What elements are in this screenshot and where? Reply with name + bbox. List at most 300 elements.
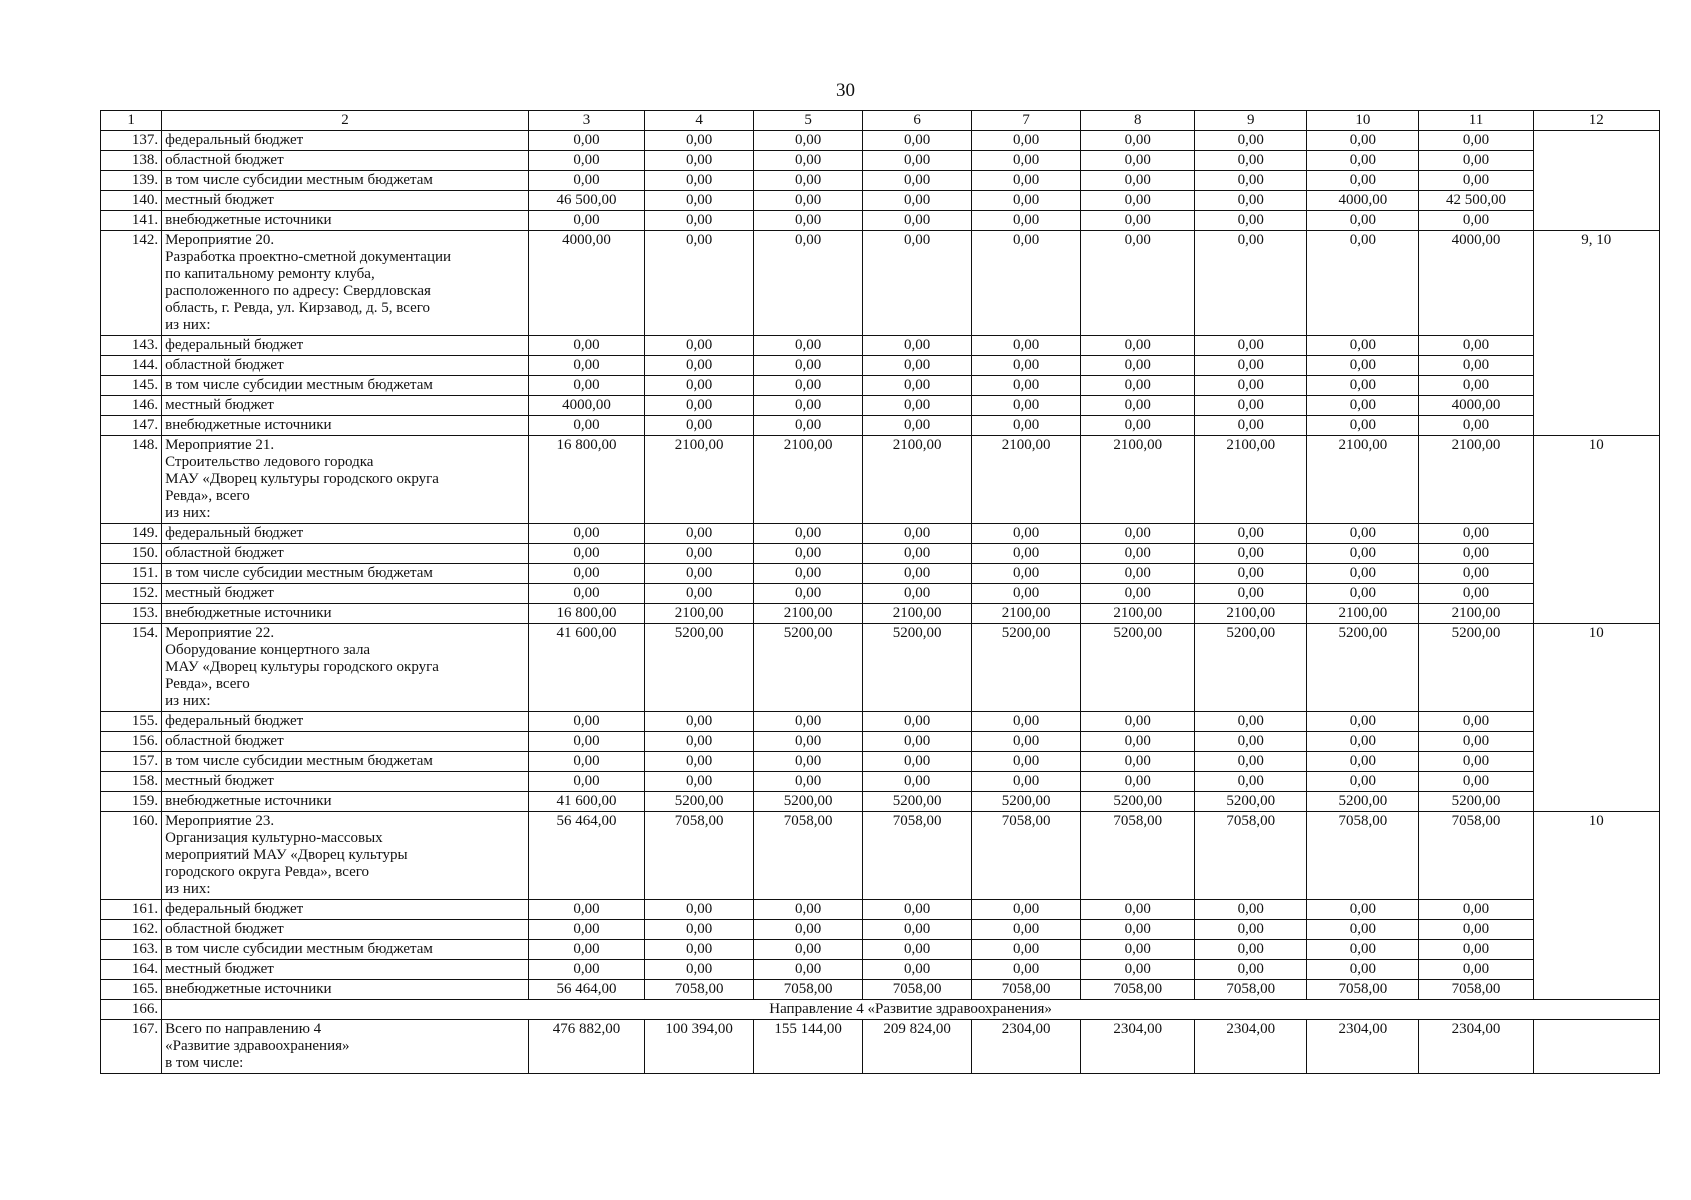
value-cell: 0,00	[1307, 732, 1419, 752]
value-cell: 0,00	[754, 752, 863, 772]
row-number: 142.	[101, 231, 162, 336]
value-cell: 0,00	[1081, 940, 1195, 960]
column-header: 7	[972, 111, 1081, 131]
value-cell: 0,00	[645, 416, 754, 436]
value-cell: 0,00	[528, 171, 644, 191]
value-cell: 0,00	[754, 231, 863, 336]
value-cell: 2100,00	[1081, 436, 1195, 524]
value-cell: 0,00	[1081, 772, 1195, 792]
target-indicator-cell	[1533, 131, 1659, 231]
value-cell: 0,00	[1307, 772, 1419, 792]
label-line: внебюджетные источники	[165, 605, 332, 621]
value-cell: 2304,00	[1419, 1020, 1533, 1074]
row-label	[162, 356, 529, 376]
value-cell: 0,00	[972, 376, 1081, 396]
label-line: внебюджетные источники	[165, 793, 332, 809]
value-cell: 41 600,00	[528, 792, 644, 812]
value-cell: 0,00	[863, 356, 972, 376]
value-cell: 2100,00	[754, 436, 863, 524]
label-line: мероприятий МАУ «Дворец культуры	[165, 847, 408, 863]
row-label	[162, 920, 529, 940]
row-number: 149.	[101, 524, 162, 544]
value-cell: 2100,00	[645, 436, 754, 524]
row-label	[162, 211, 529, 231]
value-cell: 0,00	[972, 544, 1081, 564]
value-cell: 0,00	[528, 772, 644, 792]
value-cell: 7058,00	[1419, 812, 1533, 900]
value-cell: 5200,00	[645, 624, 754, 712]
value-cell: 2100,00	[863, 436, 972, 524]
table-row	[101, 151, 1660, 171]
value-cell: 0,00	[1307, 960, 1419, 980]
row-number: 165.	[101, 980, 162, 1000]
value-cell: 7058,00	[1081, 980, 1195, 1000]
row-number: 148.	[101, 436, 162, 524]
row-label	[162, 436, 529, 524]
row-label	[162, 131, 529, 151]
value-cell: 2100,00	[972, 436, 1081, 524]
value-cell: 0,00	[863, 231, 972, 336]
value-cell: 0,00	[1081, 231, 1195, 336]
target-indicator-cell: 9, 10	[1533, 231, 1659, 436]
measure-row	[101, 436, 1660, 524]
row-label	[162, 544, 529, 564]
value-cell: 0,00	[972, 211, 1081, 231]
value-cell: 2100,00	[863, 604, 972, 624]
value-cell: 0,00	[528, 920, 644, 940]
value-cell: 7058,00	[754, 980, 863, 1000]
label-line: федеральный бюджет	[165, 525, 304, 541]
row-number: 146.	[101, 396, 162, 416]
row-number: 143.	[101, 336, 162, 356]
value-cell: 0,00	[1195, 211, 1307, 231]
value-cell: 0,00	[863, 524, 972, 544]
column-header: 11	[1419, 111, 1533, 131]
value-cell: 0,00	[1307, 564, 1419, 584]
row-label	[162, 584, 529, 604]
value-cell: 0,00	[1307, 416, 1419, 436]
label-line: федеральный бюджет	[165, 132, 304, 148]
value-cell: 0,00	[754, 524, 863, 544]
row-label	[162, 231, 529, 336]
row-label	[162, 171, 529, 191]
value-cell: 5200,00	[1081, 792, 1195, 812]
column-header: 1	[101, 111, 162, 131]
value-cell: 4000,00	[528, 231, 644, 336]
value-cell: 0,00	[1307, 396, 1419, 416]
table-row	[101, 920, 1660, 940]
value-cell: 0,00	[645, 544, 754, 564]
value-cell: 0,00	[754, 920, 863, 940]
value-cell: 0,00	[972, 416, 1081, 436]
value-cell: 0,00	[863, 171, 972, 191]
value-cell: 5200,00	[1307, 624, 1419, 712]
table-row	[101, 211, 1660, 231]
label-line: городского округа Ревда», всего	[165, 864, 370, 880]
value-cell: 0,00	[972, 712, 1081, 732]
value-cell: 2100,00	[1195, 604, 1307, 624]
value-cell: 4000,00	[1307, 191, 1419, 211]
value-cell: 0,00	[1307, 524, 1419, 544]
value-cell: 0,00	[972, 920, 1081, 940]
budget-table	[100, 110, 1660, 1074]
row-number: 140.	[101, 191, 162, 211]
value-cell: 0,00	[1081, 732, 1195, 752]
value-cell: 0,00	[528, 524, 644, 544]
value-cell: 0,00	[1307, 336, 1419, 356]
value-cell: 0,00	[1081, 712, 1195, 732]
value-cell: 0,00	[1081, 171, 1195, 191]
label-line: МАУ «Дворец культуры городского округа	[165, 659, 439, 675]
value-cell: 46 500,00	[528, 191, 644, 211]
value-cell: 0,00	[1419, 960, 1533, 980]
value-cell: 56 464,00	[528, 812, 644, 900]
value-cell: 2304,00	[1081, 1020, 1195, 1074]
label-line: федеральный бюджет	[165, 713, 304, 729]
value-cell: 0,00	[645, 171, 754, 191]
value-cell: 0,00	[1195, 416, 1307, 436]
page-number: 30	[836, 80, 855, 101]
row-label	[162, 191, 529, 211]
label-line: в том числе:	[165, 1055, 244, 1071]
value-cell: 0,00	[1081, 356, 1195, 376]
value-cell: 16 800,00	[528, 604, 644, 624]
label-line: местный бюджет	[165, 961, 274, 977]
table-row	[101, 900, 1660, 920]
direction-row	[101, 1000, 1660, 1020]
value-cell: 0,00	[645, 732, 754, 752]
value-cell: 0,00	[528, 564, 644, 584]
value-cell: 0,00	[1419, 584, 1533, 604]
value-cell: 5200,00	[754, 792, 863, 812]
row-label	[162, 524, 529, 544]
row-label	[162, 151, 529, 171]
value-cell: 0,00	[1307, 171, 1419, 191]
label-line: из них:	[165, 317, 211, 333]
row-number: 152.	[101, 584, 162, 604]
value-cell: 0,00	[972, 732, 1081, 752]
label-line: Мероприятие 22.	[165, 625, 275, 641]
row-label	[162, 376, 529, 396]
value-cell: 0,00	[1419, 524, 1533, 544]
value-cell: 0,00	[645, 211, 754, 231]
value-cell: 0,00	[863, 544, 972, 564]
value-cell: 0,00	[1195, 752, 1307, 772]
label-line: областной бюджет	[165, 545, 284, 561]
table-row	[101, 396, 1660, 416]
row-number: 141.	[101, 211, 162, 231]
row-number: 159.	[101, 792, 162, 812]
direction-title: Направление 4 «Развитие здравоохранения»	[162, 1000, 1660, 1020]
value-cell: 0,00	[528, 960, 644, 980]
value-cell: 0,00	[754, 772, 863, 792]
column-header: 8	[1081, 111, 1195, 131]
row-label	[162, 812, 529, 900]
value-cell: 0,00	[1081, 151, 1195, 171]
value-cell: 4000,00	[1419, 396, 1533, 416]
value-cell: 0,00	[1195, 336, 1307, 356]
label-line: в том числе субсидии местным бюджетам	[165, 753, 433, 769]
value-cell: 56 464,00	[528, 980, 644, 1000]
label-line: расположенного по адресу: Свердловская	[165, 283, 431, 299]
value-cell: 0,00	[1419, 544, 1533, 564]
value-cell: 155 144,00	[754, 1020, 863, 1074]
label-line: «Развитие здравоохранения»	[165, 1038, 350, 1054]
row-number: 163.	[101, 940, 162, 960]
value-cell: 0,00	[863, 960, 972, 980]
value-cell: 0,00	[863, 376, 972, 396]
column-header: 10	[1307, 111, 1419, 131]
row-number: 157.	[101, 752, 162, 772]
row-label	[162, 960, 529, 980]
value-cell: 2304,00	[972, 1020, 1081, 1074]
value-cell: 0,00	[1307, 356, 1419, 376]
value-cell: 0,00	[645, 752, 754, 772]
value-cell: 0,00	[645, 131, 754, 151]
value-cell: 0,00	[1195, 524, 1307, 544]
row-number: 155.	[101, 712, 162, 732]
value-cell: 0,00	[1307, 584, 1419, 604]
label-line: Разработка проектно-сметной документации	[165, 249, 452, 265]
value-cell: 0,00	[754, 416, 863, 436]
value-cell: 0,00	[645, 584, 754, 604]
value-cell: 209 824,00	[863, 1020, 972, 1074]
column-header: 6	[863, 111, 972, 131]
value-cell: 5200,00	[972, 792, 1081, 812]
value-cell: 0,00	[754, 732, 863, 752]
value-cell: 0,00	[754, 940, 863, 960]
value-cell: 0,00	[1195, 712, 1307, 732]
value-cell: 0,00	[754, 900, 863, 920]
value-cell: 0,00	[528, 584, 644, 604]
label-line: Ревда», всего	[165, 676, 250, 692]
value-cell: 0,00	[972, 356, 1081, 376]
value-cell: 0,00	[972, 564, 1081, 584]
value-cell: 7058,00	[754, 812, 863, 900]
label-line: из них:	[165, 881, 211, 897]
label-line: Мероприятие 23.	[165, 813, 275, 829]
value-cell: 5200,00	[1195, 624, 1307, 712]
value-cell: 0,00	[863, 772, 972, 792]
value-cell: 2100,00	[645, 604, 754, 624]
value-cell: 16 800,00	[528, 436, 644, 524]
value-cell: 0,00	[863, 584, 972, 604]
label-line: Мероприятие 20.	[165, 232, 275, 248]
column-header: 12	[1533, 111, 1659, 131]
value-cell: 0,00	[645, 712, 754, 732]
value-cell: 0,00	[645, 396, 754, 416]
column-header: 3	[528, 111, 644, 131]
value-cell: 4000,00	[1419, 231, 1533, 336]
row-label	[162, 772, 529, 792]
value-cell: 0,00	[528, 900, 644, 920]
table-row	[101, 524, 1660, 544]
value-cell: 0,00	[528, 376, 644, 396]
value-cell: 0,00	[528, 356, 644, 376]
value-cell: 0,00	[1195, 960, 1307, 980]
label-line: Мероприятие 21.	[165, 437, 275, 453]
value-cell: 5200,00	[863, 624, 972, 712]
value-cell: 0,00	[1419, 900, 1533, 920]
label-line: федеральный бюджет	[165, 901, 304, 917]
value-cell: 0,00	[1081, 376, 1195, 396]
value-cell: 7058,00	[1195, 812, 1307, 900]
table-row	[101, 772, 1660, 792]
value-cell: 0,00	[1081, 960, 1195, 980]
value-cell: 0,00	[863, 336, 972, 356]
value-cell: 7058,00	[645, 812, 754, 900]
table-row	[101, 544, 1660, 564]
value-cell: 0,00	[1307, 940, 1419, 960]
value-cell: 0,00	[972, 396, 1081, 416]
row-label	[162, 396, 529, 416]
row-number: 164.	[101, 960, 162, 980]
value-cell: 0,00	[1195, 131, 1307, 151]
table-row	[101, 960, 1660, 980]
value-cell: 0,00	[754, 712, 863, 732]
value-cell: 0,00	[528, 211, 644, 231]
label-line: Оборудование концертного зала	[165, 642, 371, 658]
row-label	[162, 792, 529, 812]
value-cell: 0,00	[1195, 356, 1307, 376]
value-cell: 0,00	[528, 151, 644, 171]
value-cell: 0,00	[1419, 712, 1533, 732]
value-cell: 0,00	[1195, 151, 1307, 171]
value-cell: 0,00	[972, 772, 1081, 792]
table-row	[101, 980, 1660, 1000]
row-number: 147.	[101, 416, 162, 436]
label-line: внебюджетные источники	[165, 417, 332, 433]
row-number: 153.	[101, 604, 162, 624]
value-cell: 2100,00	[754, 604, 863, 624]
value-cell: 0,00	[863, 732, 972, 752]
label-line: из них:	[165, 693, 211, 709]
row-label	[162, 624, 529, 712]
column-number-header-row	[101, 111, 1660, 131]
label-line: Всего по направлению 4	[165, 1021, 322, 1037]
value-cell: 0,00	[754, 584, 863, 604]
value-cell: 0,00	[1081, 584, 1195, 604]
label-line: местный бюджет	[165, 192, 274, 208]
value-cell: 0,00	[1081, 900, 1195, 920]
label-line: Строительство ледового городка	[165, 454, 374, 470]
value-cell: 0,00	[1307, 544, 1419, 564]
value-cell: 5200,00	[1307, 792, 1419, 812]
label-line: по капитальному ремонту клуба,	[165, 266, 375, 282]
value-cell: 0,00	[1081, 191, 1195, 211]
value-cell: 0,00	[1081, 564, 1195, 584]
table-row	[101, 416, 1660, 436]
row-number: 150.	[101, 544, 162, 564]
value-cell: 7058,00	[1195, 980, 1307, 1000]
value-cell: 42 500,00	[1419, 191, 1533, 211]
column-header: 4	[645, 111, 754, 131]
row-label	[162, 1020, 529, 1074]
label-line: местный бюджет	[165, 585, 274, 601]
value-cell: 2100,00	[1195, 436, 1307, 524]
value-cell: 476 882,00	[528, 1020, 644, 1074]
value-cell: 0,00	[754, 356, 863, 376]
value-cell: 0,00	[754, 191, 863, 211]
label-line: федеральный бюджет	[165, 337, 304, 353]
value-cell: 0,00	[754, 151, 863, 171]
table-row	[101, 712, 1660, 732]
value-cell: 0,00	[1419, 732, 1533, 752]
value-cell: 2100,00	[1307, 436, 1419, 524]
label-line: Ревда», всего	[165, 488, 250, 504]
row-number: 139.	[101, 171, 162, 191]
value-cell: 0,00	[1195, 376, 1307, 396]
row-label	[162, 336, 529, 356]
table-row	[101, 604, 1660, 624]
value-cell: 5200,00	[1419, 624, 1533, 712]
value-cell: 0,00	[863, 712, 972, 732]
label-line: областной бюджет	[165, 733, 284, 749]
value-cell: 0,00	[1195, 564, 1307, 584]
value-cell: 0,00	[645, 151, 754, 171]
value-cell: 5200,00	[972, 624, 1081, 712]
label-line: в том числе субсидии местным бюджетам	[165, 565, 433, 581]
row-label	[162, 732, 529, 752]
value-cell: 0,00	[972, 231, 1081, 336]
value-cell: 5200,00	[645, 792, 754, 812]
row-label	[162, 712, 529, 732]
label-line: областной бюджет	[165, 357, 284, 373]
value-cell: 2100,00	[1081, 604, 1195, 624]
value-cell: 0,00	[754, 960, 863, 980]
value-cell: 7058,00	[863, 812, 972, 900]
value-cell: 0,00	[645, 920, 754, 940]
total-row	[101, 1020, 1660, 1074]
table-row	[101, 171, 1660, 191]
row-number: 156.	[101, 732, 162, 752]
value-cell: 0,00	[972, 752, 1081, 772]
value-cell: 0,00	[863, 191, 972, 211]
row-number: 161.	[101, 900, 162, 920]
table-row	[101, 940, 1660, 960]
value-cell: 0,00	[972, 171, 1081, 191]
value-cell: 0,00	[863, 211, 972, 231]
value-cell: 0,00	[645, 960, 754, 980]
value-cell: 7058,00	[972, 812, 1081, 900]
row-number: 158.	[101, 772, 162, 792]
value-cell: 0,00	[863, 564, 972, 584]
value-cell: 5200,00	[1419, 792, 1533, 812]
table-row	[101, 792, 1660, 812]
value-cell: 2100,00	[972, 604, 1081, 624]
value-cell: 0,00	[972, 900, 1081, 920]
label-line: областной бюджет	[165, 152, 284, 168]
value-cell: 0,00	[754, 564, 863, 584]
value-cell: 0,00	[754, 544, 863, 564]
label-line: в том числе субсидии местным бюджетам	[165, 941, 433, 957]
value-cell: 0,00	[863, 151, 972, 171]
row-label	[162, 940, 529, 960]
value-cell: 0,00	[754, 171, 863, 191]
value-cell: 0,00	[528, 131, 644, 151]
value-cell: 0,00	[1307, 376, 1419, 396]
label-line: областной бюджет	[165, 921, 284, 937]
value-cell: 0,00	[863, 920, 972, 940]
value-cell: 0,00	[1195, 544, 1307, 564]
value-cell: 0,00	[1307, 920, 1419, 940]
value-cell: 0,00	[754, 396, 863, 416]
value-cell: 0,00	[1195, 231, 1307, 336]
row-label	[162, 416, 529, 436]
value-cell: 0,00	[972, 960, 1081, 980]
value-cell: 0,00	[1307, 900, 1419, 920]
value-cell: 0,00	[1195, 732, 1307, 752]
